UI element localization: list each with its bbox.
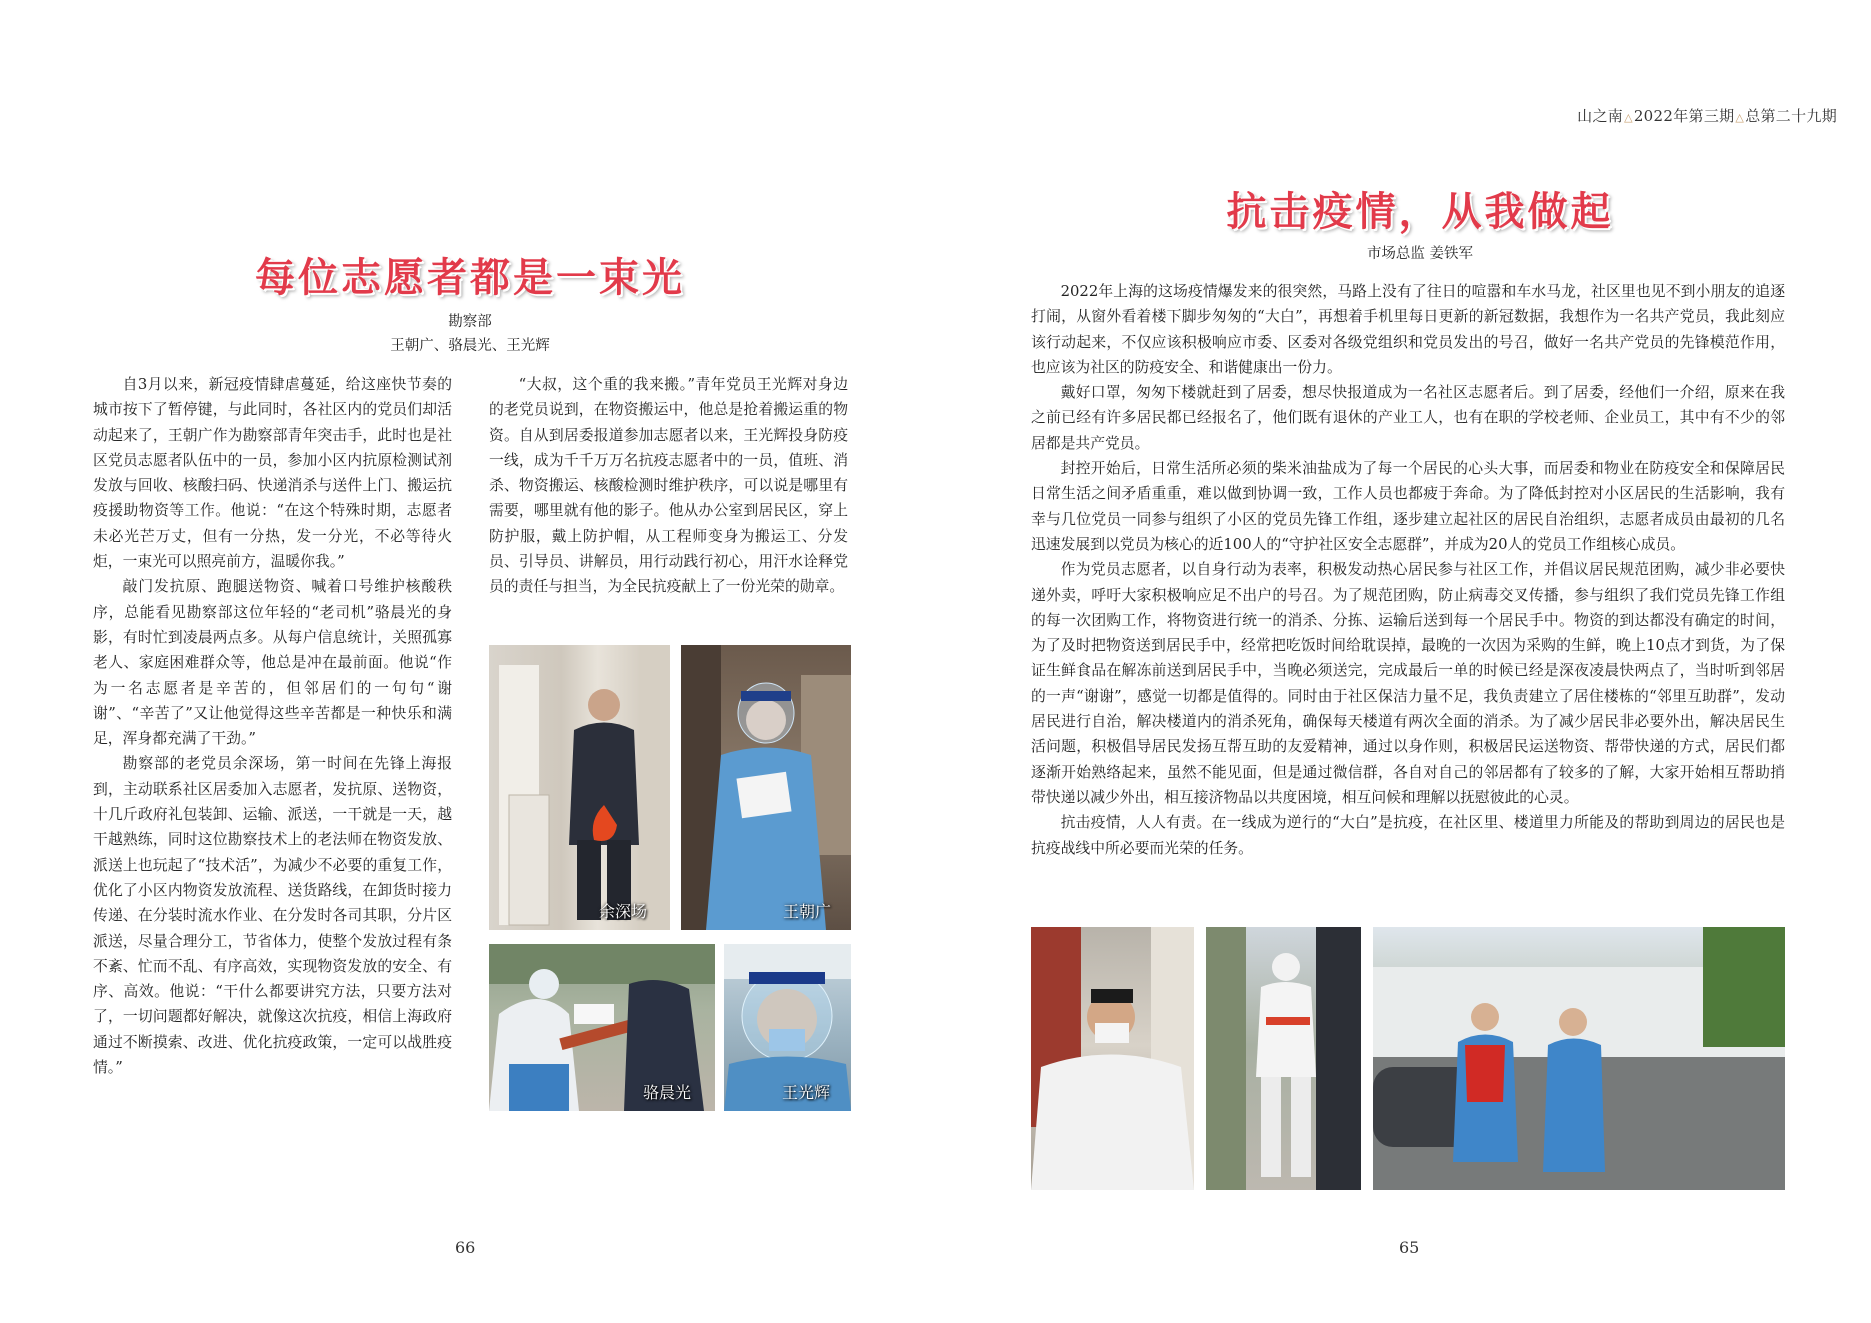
left-page-number: 66	[455, 1238, 476, 1257]
photo-volunteer-face-shield	[724, 944, 851, 1111]
paragraph: 抗击疫情，人人有责。在一线成为逆行的“大白”是抗疫，在社区里、楼道里力所能及的帮助到周边的居民也是抗疫战线中所必要而光荣的任务。	[1031, 814, 1785, 857]
paragraph: 封控开始后，日常生活所必须的柴米油盐成为了每一个居民的心头大事，而居委和物业在防疫安全和保障居民日常生活之间矛盾重重，难以做到协调一致，工作人员也都疲于奔命。为了降低封控对小区居民的生活影响，我有幸与几位党员一同参与组织了小区的党员先锋工作组，逐步建立起社区的居民自治组织，志愿者成员由最初的几名迅速发展到以党员为核心的近100人的“守护社区安全志愿群”，并成为20人的党员工作组核心成员。	[1031, 460, 1785, 553]
magazine-header	[1577, 105, 1837, 126]
magazine-name: 山之南	[1577, 107, 1624, 125]
photo-volunteer-registration-desk	[489, 944, 715, 1111]
photo-volunteers-street	[1373, 927, 1785, 1190]
photo-volunteer-stairwell	[489, 645, 670, 930]
paragraph: 作为党员志愿者，以自身行动为表率，积极发动热心居民参与社区工作，并倡议居民规范团购，减少非必要快递外卖，呼吁大家积极响应足不出户的号召。为了规范团购，防止病毒交叉传播，参与组织了我们党员先锋工作组的每一次团购工作，将物资进行统一的消杀、分拣、运输后送到每一个居民手中。物资的到达都没有确定的时间，为了及时把物资送到居民手中，经常把吃饭时间给耽误掉，最晚的一次因为采购的生鲜，晚上10点才到货，为了保证生鲜食品在解冻前送到居民手中，当晚必须送完，完成最后一单的时候已经是深夜凌晨快两点了，当时听到邻居的一声“谢谢”，感觉一切都是值得的。同时由于社区保洁力量不足，我负责建立了居住楼栋的“邻里互助群”，发动居民进行自治，解决楼道内的消杀死角，确保每天楼道有两次全面的消杀。为了减少居民非必要外出，解决居民生活问题，积极倡导居民发扬互帮互助的友爱精神，通过以身作则，积极居民运送物资、帮带快递的方式，居民们都逐渐开始熟络起来，虽然不能见面，但是通过微信群，各自对自己的邻居都有了较多的了解，大家开始相互帮助捎带快递以减少外出，相互接济物品以共度困境，相互问候和理解以抚慰彼此的心灵。	[1031, 561, 1785, 806]
photo-caption: 余深场	[599, 902, 648, 921]
paragraph: 自3月以来，新冠疫情肆虐蔓延，给这座快节奏的城市按下了暂停键，与此同时，各社区内的党员们却活动起来了，王朝广作为勘察部青年突击手，此时也是社区党员志愿者队伍中的一员，参加小区内抗原检测试剂发放与回收、核酸扫码、快递消杀与送件上门、搬运抗疫援助物资等工作。他说：“在这个特殊时期，志愿者未必光芒万丈，但有一分热，发一分光，不必等待火炬，一束光可以照亮前方，温暖你我。”	[93, 376, 452, 571]
left-article-title: 每位志愿者都是一束光	[255, 255, 685, 301]
right-page-number: 65	[1399, 1238, 1420, 1257]
left-article-authors: 王朝广、骆晨光、王光辉	[390, 338, 550, 354]
right-article-title: 抗击疫情，从我做起	[1226, 189, 1614, 235]
paragraph: 勘察部的老党员余深场，第一时间在先锋上海报到，主动联系社区居委加入志愿者，发抗原、送物资，十几斤政府礼包装卸、运输、派送，一干就是一天，越干越熟练，同时这位勘察技术上的老法师在物资发放、派送上也玩起了“技术活”，为减少不必要的重复工作，优化了小区内物资发放流程、送货路线，在卸货时接力传递、在分装时流水作业、在分发时各司其职，分片区派送，尽量合理分工，节省体力，使整个发放过程有条不紊、忙而不乱、有序高效，实现物资发放的安全、有序、高效。他说：“干什么都要讲究方法，只要方法对了，一切问题都好解决，就像这次抗疫，相信上海政府通过不断摸索、改进、优化抗疫政策，一定可以战胜疫情。”	[93, 755, 452, 1077]
left-article-column-2	[489, 372, 848, 600]
photo-volunteer-protective-suit	[681, 645, 851, 930]
photo-volunteer-white-suit	[1031, 927, 1194, 1190]
paragraph: 2022年上海的这场疫情爆发来的很突然，马路上没有了往日的喧嚣和车水马龙，社区里也见不到小朋友的追逐打闹，从窗外看着楼下脚步匆匆的“大白”，再想着手机里每日更新的新冠数据，我想作为一名共产党员，我此刻应该行动起来，不仅应该积极响应市委、区委对各级党组织和党员发出的号召，做好一名共产党员的先锋模范作用，也应该为社区的防疫安全、和谐健康出一份力。	[1031, 283, 1785, 376]
issue-label: 2022年第三期	[1633, 107, 1735, 125]
right-article-byline: 市场总监 姜铁军	[1366, 246, 1474, 262]
photo-caption: 王光辉	[782, 1083, 831, 1102]
left-article-department: 勘察部	[448, 314, 492, 330]
right-article-body	[1031, 279, 1785, 861]
paragraph: 敲门发抗原、跑腿送物资、喊着口号维护核酸秩序，总能看见勘察部这位年轻的“老司机”骆晨光的身影，有时忙到凌晨两点多。从每户信息统计，关照孤寡老人、家庭困难群众等，他总是冲在最前面。他说“作为一名志愿者是辛苦的，但邻居们的一句句“谢谢”、“辛苦了”又让他觉得这些辛苦都是一种快乐和满足，浑身都充满了干劲。”	[93, 578, 452, 748]
left-article-column-1	[93, 372, 452, 1080]
photo-caption: 王朝广	[783, 902, 832, 921]
paragraph: “大叔，这个重的我来搬。”青年党员王光辉对身边的老党员说到，在物资搬运中，他总是抢着搬运重的物资。自从到居委报道参加志愿者以来，王光辉投身防疫一线，成为千千万万名抗疫志愿者中的一员，值班、消杀、物资搬运、核酸检测时维护秩序，可以说是哪里有需要，哪里就有他的影子。他从办公室到居民区，穿上防护服，戴上防护帽，从工程师变身为搬运工、分发员、引导员、讲解员，用行动践行初心，用汗水诠释党员的责任与担当，为全民抗疫献上了一份光荣的勋章。	[489, 376, 848, 596]
photo-caption: 骆晨光	[643, 1083, 692, 1102]
paragraph: 戴好口罩，匆匆下楼就赶到了居委，想尽快报道成为一名社区志愿者后。到了居委，经他们一介绍，原来在我之前已经有许多居民都已经报名了，他们既有退休的产业工人，也有在职的学校老师、企业员工，其中有不少的邻居都是共产党员。	[1031, 384, 1785, 452]
total-issue-label: 总第二十九期	[1745, 107, 1837, 125]
triangle-separator-icon: △	[1735, 111, 1745, 124]
photo-volunteer-walking-alley	[1206, 927, 1361, 1190]
triangle-separator-icon: △	[1624, 111, 1633, 124]
